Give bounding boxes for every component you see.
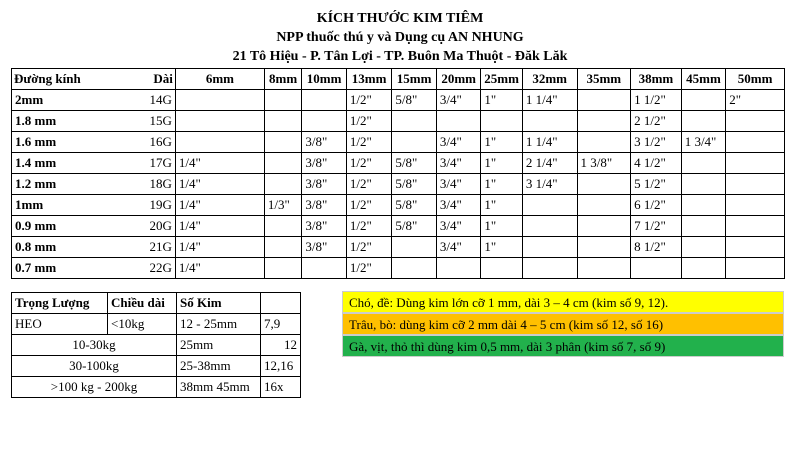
length-cell: 3/4" [436, 90, 481, 111]
needle-number-cell: 12 [261, 335, 301, 356]
header-weight: Trọng Lượng [12, 293, 108, 314]
length-cell: 1/4" [175, 237, 264, 258]
length-cell: 3/4" [436, 195, 481, 216]
header-length-col: 32mm [522, 69, 577, 90]
length-cell: 2 1/2" [631, 111, 682, 132]
length-cell: 1/2" [346, 153, 392, 174]
length-cell: 1 1/4" [522, 90, 577, 111]
length-cell: 4 1/2" [631, 153, 682, 174]
length-cell [726, 237, 785, 258]
length-cell [726, 258, 785, 279]
length-cell [522, 237, 577, 258]
needle-number-cell: 7,9 [261, 314, 301, 335]
length-cell [302, 258, 347, 279]
length-cell [577, 216, 631, 237]
length-cell: 1/2" [346, 174, 392, 195]
length-cell [726, 132, 785, 153]
table-row [12, 132, 785, 153]
header-length-col: 15mm [392, 69, 437, 90]
length-cell [577, 174, 631, 195]
distributor-name: NPP thuốc thú y và Dụng cụ AN NHUNG [276, 30, 524, 45]
length-cell: 1/2" [346, 111, 392, 132]
length-cell: 3/4" [436, 153, 481, 174]
header-needle-length: Chiều dài [108, 293, 177, 314]
table-row [12, 111, 785, 132]
needle-size-table [11, 68, 785, 279]
length-cell [481, 258, 522, 279]
length-cell: 1" [481, 195, 522, 216]
length-cell: 3/8" [302, 216, 347, 237]
page-title: KÍCH THƯỚC KIM TIÊM [316, 11, 484, 26]
length-cell [175, 132, 264, 153]
length-cell: 1 3/8" [577, 153, 631, 174]
length-cell: 3/4" [436, 174, 481, 195]
length-cell [681, 174, 726, 195]
length-cell [681, 90, 726, 111]
length-cell: 1/2" [346, 216, 392, 237]
length-cell [577, 237, 631, 258]
header-length-col: 10mm [302, 69, 347, 90]
diameter-cell: 1.6 mm [12, 132, 95, 153]
distributor-address: 21 Tô Hiệu - P. Tân Lợi - TP. Buôn Ma Thuột - Đăk Lăk [232, 49, 568, 64]
length-cell [175, 90, 264, 111]
weight-cell: 10-30kg [12, 335, 177, 356]
length-cell [681, 216, 726, 237]
length-cell [577, 111, 631, 132]
length-cell: 1 1/4" [522, 132, 577, 153]
diameter-cell: 0.8 mm [12, 237, 95, 258]
needle-number-cell: 16x [261, 377, 301, 398]
length-cell: 3 1/4" [522, 174, 577, 195]
needle-length-cell: 12 - 25mm [177, 314, 261, 335]
gauge-cell: 15G [94, 111, 175, 132]
gauge-cell: 20G [94, 216, 175, 237]
length-cell [726, 216, 785, 237]
length-cell: 3/8" [302, 174, 347, 195]
weight-header-row [12, 293, 301, 314]
diameter-cell: 1.2 mm [12, 174, 95, 195]
length-cell [302, 111, 347, 132]
length-cell [726, 111, 785, 132]
length-cell: 7 1/2" [631, 216, 682, 237]
length-cell: 3/4" [436, 216, 481, 237]
header-length-col: 45mm [681, 69, 726, 90]
length-cell [681, 153, 726, 174]
table-row [12, 258, 785, 279]
length-cell: 1/4" [175, 195, 264, 216]
length-cell [522, 216, 577, 237]
animal-cell: HEO [12, 314, 108, 335]
length-cell [522, 258, 577, 279]
length-cell [681, 237, 726, 258]
header-length-col: 13mm [346, 69, 392, 90]
diameter-cell: 0.7 mm [12, 258, 95, 279]
length-cell: 3/8" [302, 237, 347, 258]
length-cell: 8 1/2" [631, 237, 682, 258]
length-cell [264, 111, 301, 132]
table-row [12, 314, 301, 335]
length-cell: 1/3" [264, 195, 301, 216]
length-cell [302, 90, 347, 111]
title-block [0, 9, 800, 66]
length-cell [681, 195, 726, 216]
weight-table [11, 292, 301, 398]
weight-cell: 30-100kg [12, 356, 177, 377]
table-row [12, 216, 785, 237]
length-cell: 1/4" [175, 174, 264, 195]
length-cell: 1/4" [175, 258, 264, 279]
diameter-cell: 0.9 mm [12, 216, 95, 237]
diameter-cell: 1mm [12, 195, 95, 216]
length-cell [726, 195, 785, 216]
length-cell: 1 3/4" [681, 132, 726, 153]
length-cell [264, 258, 301, 279]
length-cell: 1" [481, 90, 522, 111]
gauge-cell: 17G [94, 153, 175, 174]
length-cell [577, 258, 631, 279]
diameter-cell: 2mm [12, 90, 95, 111]
length-cell: 3/8" [302, 153, 347, 174]
length-cell: 5/8" [392, 153, 437, 174]
length-cell [392, 132, 437, 153]
header-length-col: 6mm [175, 69, 264, 90]
length-cell: 5 1/2" [631, 174, 682, 195]
gauge-cell: 18G [94, 174, 175, 195]
needle-number-cell: 12,16 [261, 356, 301, 377]
table-row [12, 90, 785, 111]
header-length-col: 25mm [481, 69, 522, 90]
note-poultry-rabbit: Gà, vịt, thỏ thì dùng kim 0,5 mm, dài 3 phân (kim số 7, số 9) [342, 335, 784, 357]
header-row [12, 69, 785, 90]
header-diameter: Đường kính [12, 69, 95, 90]
length-cell [481, 111, 522, 132]
length-cell [264, 132, 301, 153]
length-cell: 1" [481, 132, 522, 153]
length-cell: 1" [481, 216, 522, 237]
diameter-cell: 1.8 mm [12, 111, 95, 132]
length-cell: 1/2" [346, 90, 392, 111]
length-cell [726, 174, 785, 195]
table-row [12, 377, 301, 398]
needle-length-cell: 38mm 45mm [177, 377, 261, 398]
length-cell [577, 90, 631, 111]
table-row [12, 237, 785, 258]
length-cell [681, 111, 726, 132]
header-length-col: 38mm [631, 69, 682, 90]
length-cell [392, 111, 437, 132]
weight-cell: >100 kg - 200kg [12, 377, 177, 398]
length-cell [264, 216, 301, 237]
length-cell: 6 1/2" [631, 195, 682, 216]
length-cell: 1/2" [346, 237, 392, 258]
length-cell [726, 153, 785, 174]
table-row [12, 356, 301, 377]
length-cell [264, 174, 301, 195]
table-row [12, 195, 785, 216]
length-cell [392, 237, 437, 258]
length-cell [577, 132, 631, 153]
length-cell: 1/4" [175, 153, 264, 174]
header-length-col: 35mm [577, 69, 631, 90]
length-cell [522, 111, 577, 132]
length-cell [175, 111, 264, 132]
length-cell [264, 90, 301, 111]
length-cell: 1" [481, 153, 522, 174]
length-cell: 1 1/2" [631, 90, 682, 111]
table-row [12, 153, 785, 174]
header-length-col: 8mm [264, 69, 301, 90]
length-cell: 1/2" [346, 258, 392, 279]
length-cell: 2 1/4" [522, 153, 577, 174]
table-row [12, 335, 301, 356]
length-cell: 1" [481, 237, 522, 258]
diameter-cell: 1.4 mm [12, 153, 95, 174]
length-cell [631, 258, 682, 279]
table-row [12, 174, 785, 195]
needle-length-cell: 25-38mm [177, 356, 261, 377]
length-cell: 1" [481, 174, 522, 195]
length-cell: 1/2" [346, 132, 392, 153]
length-cell: 3/4" [436, 132, 481, 153]
note-dog: Chó, đề: Dùng kim lớn cỡ 1 mm, dài 3 – 4 cm (kim số 9, 12). [342, 291, 784, 313]
needle-length-cell: 25mm [177, 335, 261, 356]
header-empty [261, 293, 301, 314]
header-length-col: 50mm [726, 69, 785, 90]
weight-cell: <10kg [108, 314, 177, 335]
length-cell: 1/4" [175, 216, 264, 237]
length-cell: 3/8" [302, 195, 347, 216]
length-cell: 3/4" [436, 237, 481, 258]
length-cell [577, 195, 631, 216]
gauge-cell: 21G [94, 237, 175, 258]
length-cell [264, 237, 301, 258]
length-cell [681, 258, 726, 279]
gauge-cell: 16G [94, 132, 175, 153]
note-buffalo-cow: Trâu, bò: dùng kim cỡ 2 mm dài 4 – 5 cm (kim số 12, số 16) [342, 313, 784, 335]
length-cell: 3/8" [302, 132, 347, 153]
header-needle-number: Số Kim [177, 293, 261, 314]
length-cell: 5/8" [392, 174, 437, 195]
header-length-col: 20mm [436, 69, 481, 90]
length-cell [392, 258, 437, 279]
length-cell [436, 111, 481, 132]
length-cell [264, 153, 301, 174]
length-cell: 2" [726, 90, 785, 111]
length-cell: 5/8" [392, 90, 437, 111]
gauge-cell: 19G [94, 195, 175, 216]
length-cell: 3 1/2" [631, 132, 682, 153]
gauge-cell: 14G [94, 90, 175, 111]
gauge-cell: 22G [94, 258, 175, 279]
length-cell: 5/8" [392, 216, 437, 237]
length-cell [522, 195, 577, 216]
length-cell: 1/2" [346, 195, 392, 216]
length-cell [436, 258, 481, 279]
length-cell: 5/8" [392, 195, 437, 216]
header-length: Dài [94, 69, 175, 90]
